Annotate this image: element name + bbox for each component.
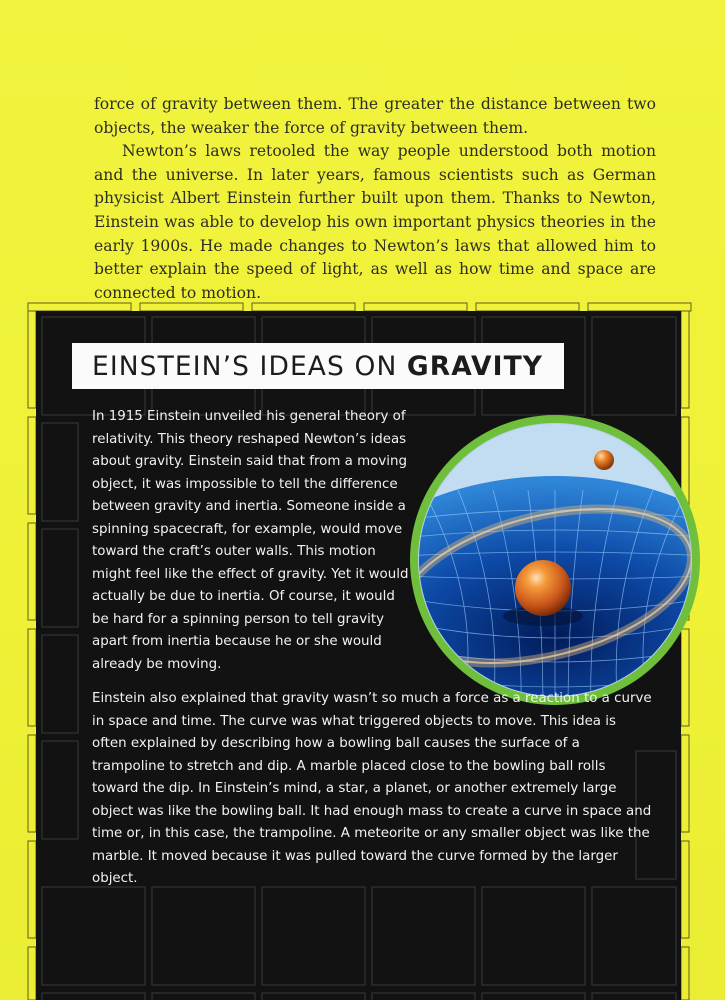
body-text (94, 93, 656, 305)
body-paragraph-2: Newton’s laws retooled the way people understood both motion and the universe. In later years, famous scientists such as German physicist Albert Einstein further built upon them. Thanks to Newton, Einstein was able to develop his own important physics theories in the early 1900s. He made changes to Newton’s laws that allowed him to better explain the speed of light, as well as how time and space are connected to motion. (94, 142, 656, 302)
sidebar-title-light: EINSTEIN’S IDEAS ON (92, 351, 407, 382)
sidebar-title (92, 347, 543, 387)
sidebar-text (92, 406, 692, 891)
sidebar-paragraph-2-text: Einstein also explained that gravity wasn’t so much a force as a reaction to a curve in space and time. The curve was what triggered objects to move. This idea is often explained by describing how a bowling ball causes the surface of a trampoline to stretch and dip. A marble placed close to the bowling ball rolls toward the dip. In Einstein’s mind, a star, a planet, or another extremely large object was like the bowling ball. It had enough mass to create a curve in space and time or, in this case, the trampoline. A meteorite or any smaller object was like the marble. It moved because it was pulled toward the curve formed by the larger object. (92, 691, 652, 886)
sidebar-title-bold: GRAVITY (406, 351, 544, 382)
body-paragraph-1: force of gravity between them. The greater the distance between two objects, the weaker the force of gravity between them. (94, 95, 656, 137)
sidebar-paragraph-1: In 1915 Einstein unveiled his general theory of relativity. This theory reshaped Newton’s ideas about gravity. Einstein said that from a moving object, it was impossible to tell the difference between gravity and inertia. Someone inside a spinning spacecraft, for example, would move toward the craft’s outer walls. This motion might feel like the effect of gravity. Yet it would actually be due to inertia. Of course, it would be hard for a spinning person to tell gravity apart from inertia because he or she would already be moving. (92, 409, 409, 672)
sidebar-paragraph-2 (92, 688, 652, 891)
